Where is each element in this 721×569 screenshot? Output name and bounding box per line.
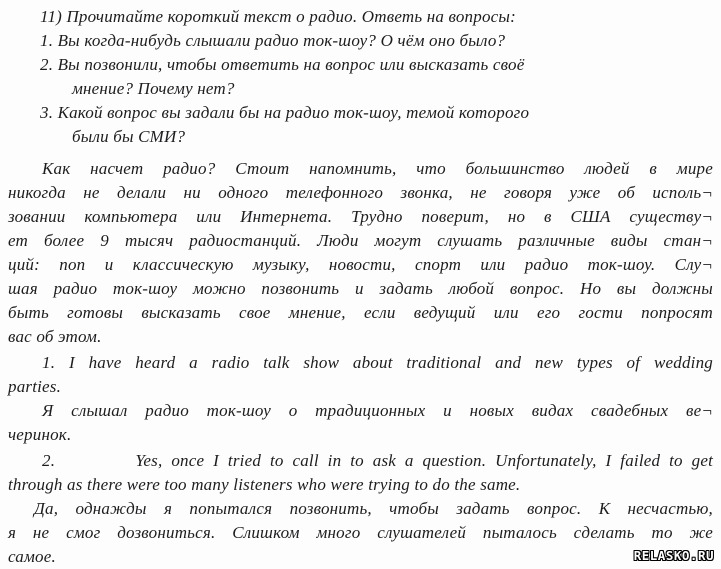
paragraph-line-8: вас об этом.	[8, 327, 102, 346]
paragraph-line-7: быть готовы высказать свое мнение, если ведущий или его гости попросят	[8, 303, 713, 322]
exercise-heading: 11) Прочитайте короткий текст о радио. Ответь на вопросы:	[40, 7, 516, 26]
question-1: 1. Вы когда-нибудь слышали радио ток-шоу? О чём оно было?	[40, 31, 506, 50]
answer-1-russian: Я слышал радио ток-шоу о традиционных и новых видах свадебных ве¬	[42, 401, 713, 420]
section-task	[8, 5, 713, 149]
paragraph-line-6: шая радио ток-шоу можно позвонить и задать любой вопрос. Но вы должны	[8, 279, 713, 298]
question-3: 3. Какой вопрос вы задали бы на радио ток-шоу, темой которого	[40, 103, 530, 122]
paragraph-line-5: ций: поп и классическую музыку, новости, спорт или радио ток-шоу. Слу¬	[8, 255, 713, 274]
answer-2-english: 2. Yes, once I tried to call in to ask a question. Unfortunately, I failed to get	[42, 451, 713, 470]
paragraph-line-2: никогда не делали ни одного телефонного звонка, не говоря уже об исполь¬	[8, 183, 713, 202]
paragraph-line-3: зовании компьютера или Интернета. Трудно поверит, но в США существу¬	[8, 207, 713, 226]
answer-1-english: 1. I have heard a radio talk show about traditional and new types of wedding	[42, 353, 713, 372]
section-reading-text	[8, 157, 713, 349]
question-2: 2. Вы позвонили, чтобы ответить на вопрос или высказать своё	[40, 55, 525, 74]
answer-1-russian-continued: черинок.	[8, 425, 72, 444]
answer-2-russian-continued: я не смог дозвониться. Слишком много слушателей пыталось сделать то же	[8, 523, 713, 542]
paragraph-line-4: ет более 9 тысяч радиостанций. Люди могут слушать различные виды стан¬	[8, 231, 713, 250]
question-2-continued: мнение? Почему нет?	[72, 79, 235, 98]
question-3-continued: были бы СМИ?	[72, 127, 186, 146]
answer-2-russian: Да, однажды я попытался позвонить, чтобы задать вопрос. К несчастью,	[34, 499, 713, 518]
answer-1-english-continued: parties.	[8, 377, 62, 396]
answer-2-russian-end: самое.	[8, 547, 56, 566]
text-block	[8, 5, 713, 569]
answer-2-english-continued: through as there were too many listeners who were trying to do the same.	[8, 475, 521, 494]
watermark-relasko: RELASKO.RU	[633, 548, 714, 563]
paragraph-line-1: Как насчет радио? Стоит напомнить, что большинство людей в мире	[42, 159, 713, 178]
section-answers	[8, 351, 713, 569]
